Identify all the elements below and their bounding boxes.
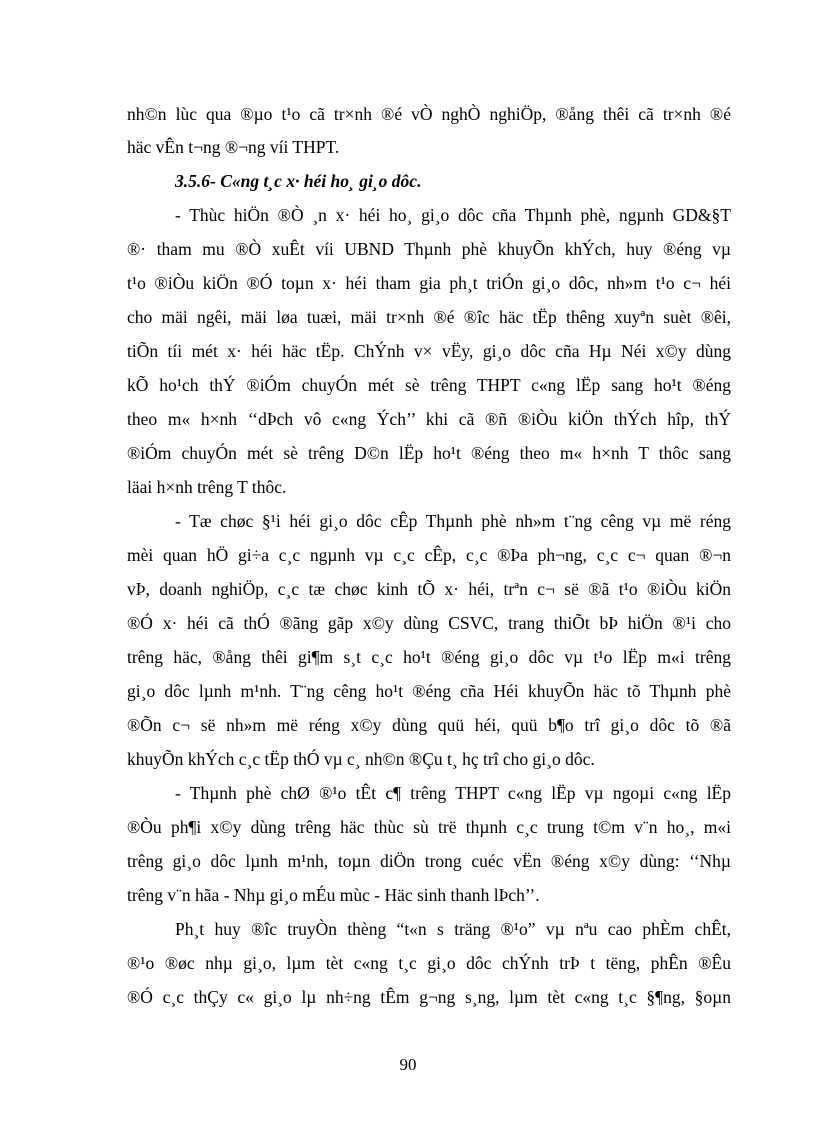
text-line-2: häc vÊn t¬ng ®¬ng víi THPT. [127, 137, 340, 157]
text-line-15: vÞ, doanh nghiÖp, c¸c tæ chøc kinh tÕ x· héi, trªn c¬ së ®ã t¹o ®iÒu kiÖn [127, 579, 731, 599]
text-line-8: tiÕn tíi mét x· héi häc tËp. ChÝnh v× vËy, gi¸o dôc cña Hµ Néi x©y dùng [127, 341, 731, 361]
text-line-5: ®· tham mu ®Ò xuÊt víi UBND Thµnh phè khuyÕn khÝch, huy ®éng vµ [127, 239, 731, 259]
text-line-7: cho mäi ngêi, mäi løa tuæi, mäi tr×nh ®é ®îc häc tËp thêng xuyªn suèt ®êi, [127, 307, 731, 327]
text-line-18: gi¸o dôc lµnh m¹nh. T¨ng cêng ho¹t ®éng cña Héi khuyÕn häc tõ Thµnh phè [127, 681, 731, 701]
text-line-16: ®Ó x· héi cã thÓ ®ãng gãp x©y dùng CSVC, trang thiÕt bÞ hiÖn ®¹i cho [127, 613, 731, 633]
text-line-9: kÕ ho¹ch thÝ ®iÓm chuyÓn mét sè trêng THPT c«ng lËp sang ho¹t ®éng [127, 375, 731, 395]
text-line-12: läai h×nh trêng T thôc. [127, 477, 287, 497]
text-line-19: ®Õn c¬ së nh»m më réng x©y dùng quü héi, quü b¶o trî gi¸o dôc tõ ®ã [127, 715, 731, 735]
text-line-17: trêng häc, ®ång thêi gi¶m s¸t c¸c ho¹t ®éng gi¸o dôc vµ t¹o lËp m«i trêng [127, 647, 731, 667]
text-line-6: t¹o ®iÒu kiÖn ®Ó toµn x· héi tham gia ph¸t triÓn gi¸o dôc, nh»m t¹o c¬ héi [127, 273, 731, 293]
text-line-11: ®iÓm chuyÓn mét sè trêng D©n lËp ho¹t ®éng theo m« h×nh T thôc sang [127, 443, 731, 463]
text-line-4: - Thùc hiÖn ®Ò ¸n x· héi ho¸ gi¸o dôc cña Thµnh phè, ngµnh GD&§T [175, 205, 731, 225]
text-line-10: theo m« h×nh ‘‘dÞch vô c«ng Ých’’ khi cã ®ñ ®iÒu kiÖn thÝch hîp, thÝ [127, 409, 731, 429]
text-line-20: khuyÕn khÝch c¸c tËp thÓ vµ c¸ nh©n ®Çu t¸ hç trî cho gi¸o dôc. [127, 749, 595, 769]
text-line-23: trêng gi¸o dôc lµnh m¹nh, toµn diÖn trong cuéc vËn ®éng x©y dùng: ‘‘Nhµ [127, 851, 731, 871]
page-number: 90 [399, 1055, 417, 1074]
text-line-25: Ph¸t huy ®îc truyÒn thèng “t«n s träng ®¹o” vµ nªu cao phÈm chÊt, [175, 919, 731, 939]
text-line-14: mèi quan hÖ gi÷a c¸c ngµnh vµ c¸c cÊp, c¸c ®Þa ph¬ng, c¸c c¬ quan ®¬n [127, 545, 731, 565]
text-line-24: trêng v¨n hãa - Nhµ gi¸o mÉu mùc - Häc sinh thanh lÞch’’. [127, 885, 540, 905]
text-line-27: ®Ó c¸c thÇy c« gi¸o lµ nh÷ng tÊm g¬ng s¸ng, lµm tèt c«ng t¸c §¶ng, §oµn [127, 987, 731, 1007]
text-line-22: ®Òu ph¶i x©y dùng trêng häc thùc sù trë thµnh c¸c trung t©m v¨n ho¸, m«i [127, 817, 731, 837]
text-line-1: nh©n lùc qua ®µo t¹o cã tr×nh ®é vÒ nghÒ nghiÖp, ®ång thêi cã tr×nh ®é [127, 104, 731, 124]
text-line-21: - Thµnh phè chØ ®¹o tÊt c¶ trêng THPT c«ng lËp vµ ngoµi c«ng lËp [175, 783, 731, 803]
text-line-13: - Tæ chøc §¹i héi gi¸o dôc cÊp Thµnh phè nh»m t¨ng cêng vµ më réng [175, 511, 731, 531]
text-line-26: ®¹o ®øc nhµ gi¸o, lµm tèt c«ng t¸c gi¸o dôc chÝnh trÞ t tëng, phÊn ®Êu [127, 953, 731, 973]
section-heading: 3.5.6- C«ng t¸c x· héi ho¸ gi¸o dôc. [175, 171, 422, 191]
